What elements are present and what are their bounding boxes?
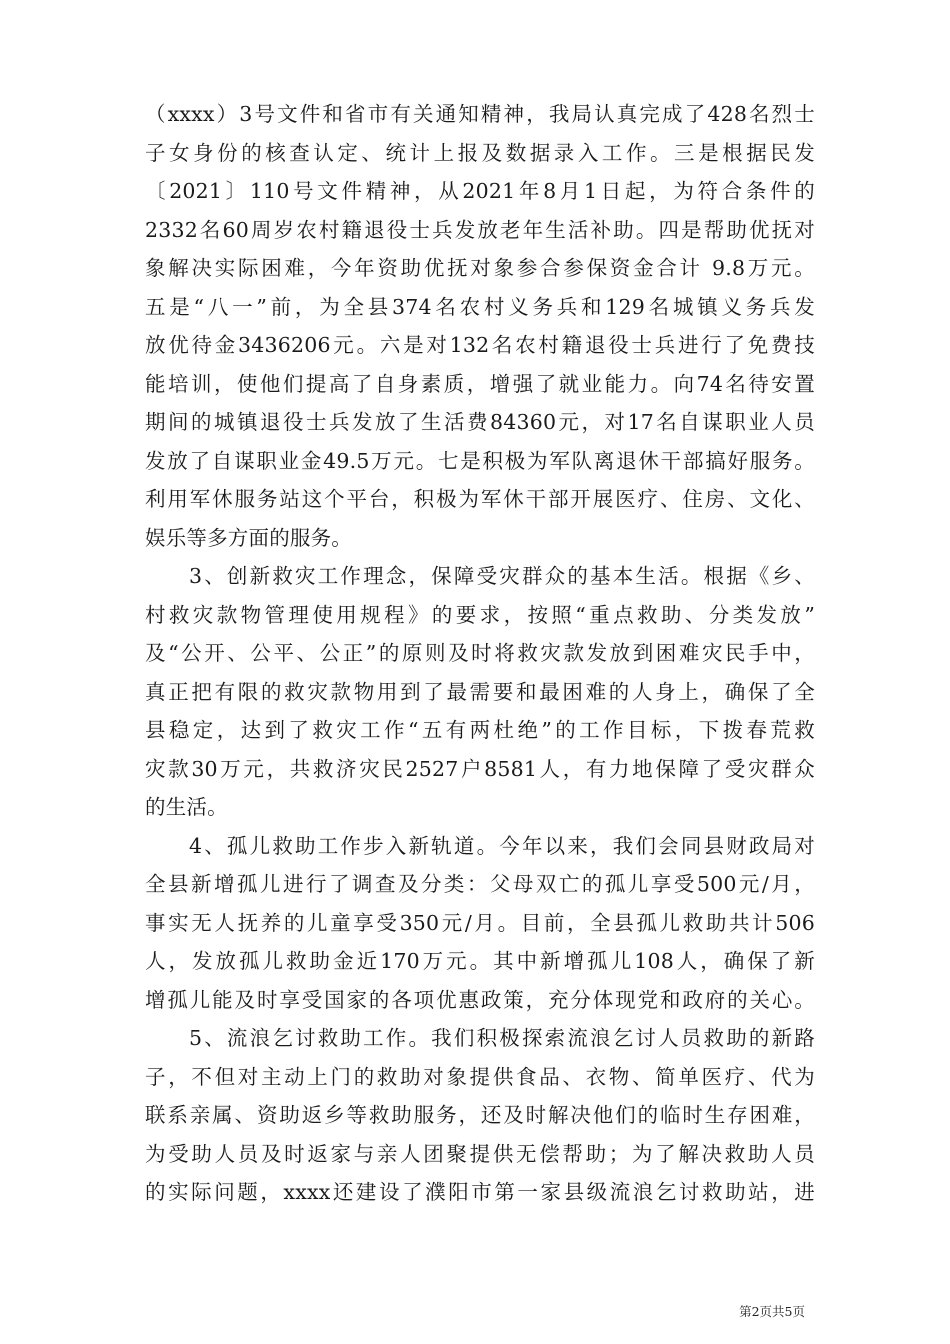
text-line: 人，发放孤儿救助金近170万元。其中新增孤儿108人，确保了新 bbox=[145, 949, 815, 973]
text-line: 发放了自谋职业金49.5万元。七是积极为军队离退休干部搞好服务。 bbox=[145, 448, 815, 473]
paragraph-start-line: 5、流浪乞讨救助工作。我们积极探索流浪乞讨人员救助的新路 bbox=[189, 1026, 815, 1050]
text-line: 为受助人员及时返家与亲人团聚提供无偿帮助；为了解决救助人员 bbox=[145, 1141, 815, 1166]
text-line: 真正把有限的救灾款物用到了最需要和最困难的人身上，确保了全 bbox=[145, 679, 815, 704]
text-line: 的实际问题，xxxx还建设了濮阳市第一家县级流浪乞讨救助站，进 bbox=[145, 1180, 815, 1204]
paragraph-end-line: 的生活。 bbox=[145, 795, 228, 819]
text-line: 五是“八一”前，为全县374名农村义务兵和129名城镇义务兵发 bbox=[145, 294, 815, 319]
paragraph-start-line: 3、创新救灾工作理念，保障受灾群众的基本生活。根据《乡、 bbox=[189, 564, 815, 588]
text-line: 事实无人抚养的儿童享受350元/月。目前，全县孤儿救助共计506 bbox=[145, 910, 815, 935]
text-line: 县稳定，达到了救灾工作“五有两杜绝”的工作目标，下拨春荒救 bbox=[145, 718, 815, 742]
page-number-footer: 第2页共5页 bbox=[739, 1304, 805, 1319]
text-line: 联系亲属、资助返乡等救助服务，还及时解决他们的临时生存困难， bbox=[145, 1103, 815, 1127]
text-line: 象解决实际困难，今年资助优抚对象参合参保资金合计 9.8万元。 bbox=[145, 256, 815, 280]
document-body bbox=[145, 95, 815, 1212]
text-line: 利用军休服务站这个平台，积极为军休干部开展医疗、住房、文化、 bbox=[145, 487, 815, 511]
text-line: 全县新增孤儿进行了调查及分类：父母双亡的孤儿享受500元/月， bbox=[145, 872, 815, 896]
text-line: 〔2021〕110号文件精神，从2021年8月1日起，为符合条件的 bbox=[145, 179, 815, 203]
text-line: 能培训，使他们提高了自身素质，增强了就业能力。向74名待安置 bbox=[145, 371, 815, 396]
text-line: 期间的城镇退役士兵发放了生活费84360元，对17名自谋职业人员 bbox=[145, 410, 815, 434]
text-line: （xxxx）3号文件和省市有关通知精神，我局认真完成了428名烈士 bbox=[145, 102, 815, 126]
text-line: 子，不但对主动上门的救助对象提供食品、衣物、简单医疗、代为 bbox=[145, 1064, 815, 1089]
text-line: 村救灾款物管理使用规程》的要求，按照“重点救助、分类发放” bbox=[145, 602, 815, 627]
text-line: 2332名60周岁农村籍退役士兵发放老年生活补助。四是帮助优抚对 bbox=[145, 217, 815, 242]
paragraph-end-line: 增孤儿能及时享受国家的各项优惠政策，充分体现党和政府的关心。 bbox=[145, 987, 815, 1012]
paragraph-end-line: 娱乐等多方面的服务。 bbox=[145, 525, 352, 550]
text-line: 及“公开、公平、公正”的原则及时将救灾款发放到困难灾民手中， bbox=[145, 641, 815, 665]
text-line: 放优待金3436206元。六是对132名农村籍退役士兵进行了免费技 bbox=[145, 333, 815, 357]
text-line: 子女身份的核查认定、统计上报及数据录入工作。三是根据民发 bbox=[145, 140, 815, 165]
paragraph-start-line: 4、孤儿救助工作步入新轨道。今年以来，我们会同县财政局对 bbox=[189, 833, 815, 858]
text-line: 灾款30万元，共救济灾民2527户8581人，有力地保障了受灾群众 bbox=[145, 756, 815, 781]
